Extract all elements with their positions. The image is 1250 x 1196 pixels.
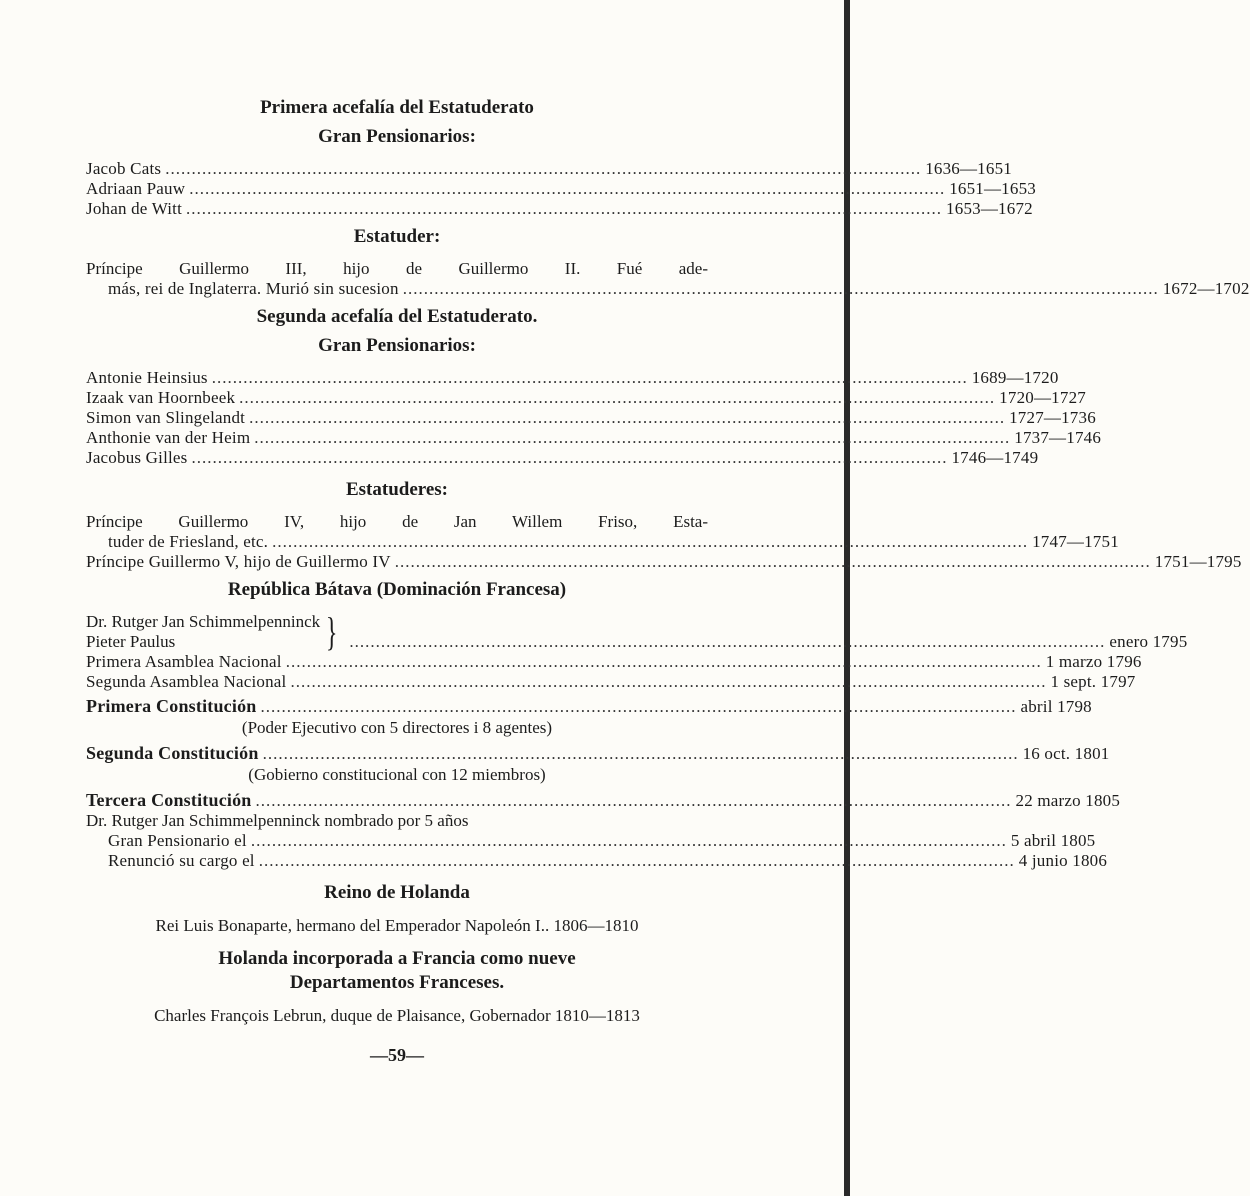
text-line: Rei Luis Bonaparte, hermano del Emperador Napoleón I.. 1806—1810: [155, 916, 639, 935]
section-title: Segunda acefalía del Estatuderato.: [256, 306, 538, 327]
section-title: República Bátava (Dominación Francesa): [227, 579, 567, 600]
list-item: Primera Constitución ..... abril 1798: [86, 696, 708, 717]
list-item: Adriaan Pauw ..... 1651—1653: [86, 179, 708, 199]
section-title: Holanda incorporada a Francia como nueve: [218, 948, 576, 969]
section-title: Primera acefalía del Estatuderato: [260, 97, 534, 118]
section-subtitle: Gran Pensionarios:: [318, 126, 476, 147]
list-item: Jacobus Gilles ..... 1746—1749: [86, 448, 708, 468]
section-title: Estatuderes:: [345, 479, 449, 500]
section-title: Reino de Holanda: [324, 882, 470, 903]
list-item: Izaak van Hoornbeek ..... 1720—1727: [86, 388, 708, 408]
brace-item: Dr. Rutger Jan Schimmelpenninck Pieter Paulus } ..... enero 1795: [86, 612, 708, 652]
list-item: Tercera Constitución ..... 22 marzo 1805: [86, 790, 708, 811]
list-item: Segunda Asamblea Nacional ..... 1 sept. 1797: [86, 672, 708, 692]
pensionarios-list-2: [86, 368, 1102, 468]
list-item: Renunció su cargo el ..... 4 junio 1806: [86, 851, 708, 871]
text-line: Dr. Rutger Jan Schimmelpenninck nombrado por 5 años: [86, 811, 469, 830]
list-item: Anthonie van der Heim ..... 1737—1746: [86, 428, 708, 448]
section-title-continued: Departamentos Franceses.: [289, 972, 505, 993]
note: (Poder Ejecutivo con 5 directores i 8 agentes): [241, 718, 553, 737]
note: (Gobierno constitucional con 12 miembros): [248, 765, 546, 784]
republica-list: [86, 609, 1188, 871]
paragraph: Príncipe Guillermo III, hijo de Guillermo II. Fué ade- más, rei de Inglaterra. Murió sin sucesion ..... 1672—1702: [86, 259, 708, 299]
section-subtitle: Gran Pensionarios:: [318, 335, 476, 356]
section-title: Estatuder:: [353, 226, 441, 247]
page-number: —59—: [370, 1045, 424, 1065]
text-line: Charles François Lebrun, duque de Plaisance, Gobernador 1810—1813: [154, 1006, 640, 1025]
brace-icon: }: [326, 609, 338, 654]
paragraph: Príncipe Guillermo IV, hijo de Jan Willem Friso, Esta- tuder de Friesland, etc. ..... 1747—1751 Príncipe Guillermo V, hijo de Guillermo IV ..... 1751—1795: [86, 512, 708, 572]
list-item: Segunda Constitución ..... 16 oct. 1801: [86, 743, 708, 764]
list-item: Jacob Cats ..... 1636—1651: [86, 159, 708, 179]
list-item: Simon van Slingelandt ..... 1727—1736: [86, 408, 708, 428]
list-item: Primera Asamblea Nacional ..... 1 marzo 1796: [86, 652, 708, 672]
list-item: Antonie Heinsius ..... 1689—1720: [86, 368, 708, 388]
pensionarios-list-1: [86, 159, 1036, 219]
document-page: [86, 96, 1250, 1066]
list-item: Johan de Witt ..... 1653—1672: [86, 199, 708, 219]
list-item: Gran Pensionario el ..... 5 abril 1805: [86, 831, 708, 851]
